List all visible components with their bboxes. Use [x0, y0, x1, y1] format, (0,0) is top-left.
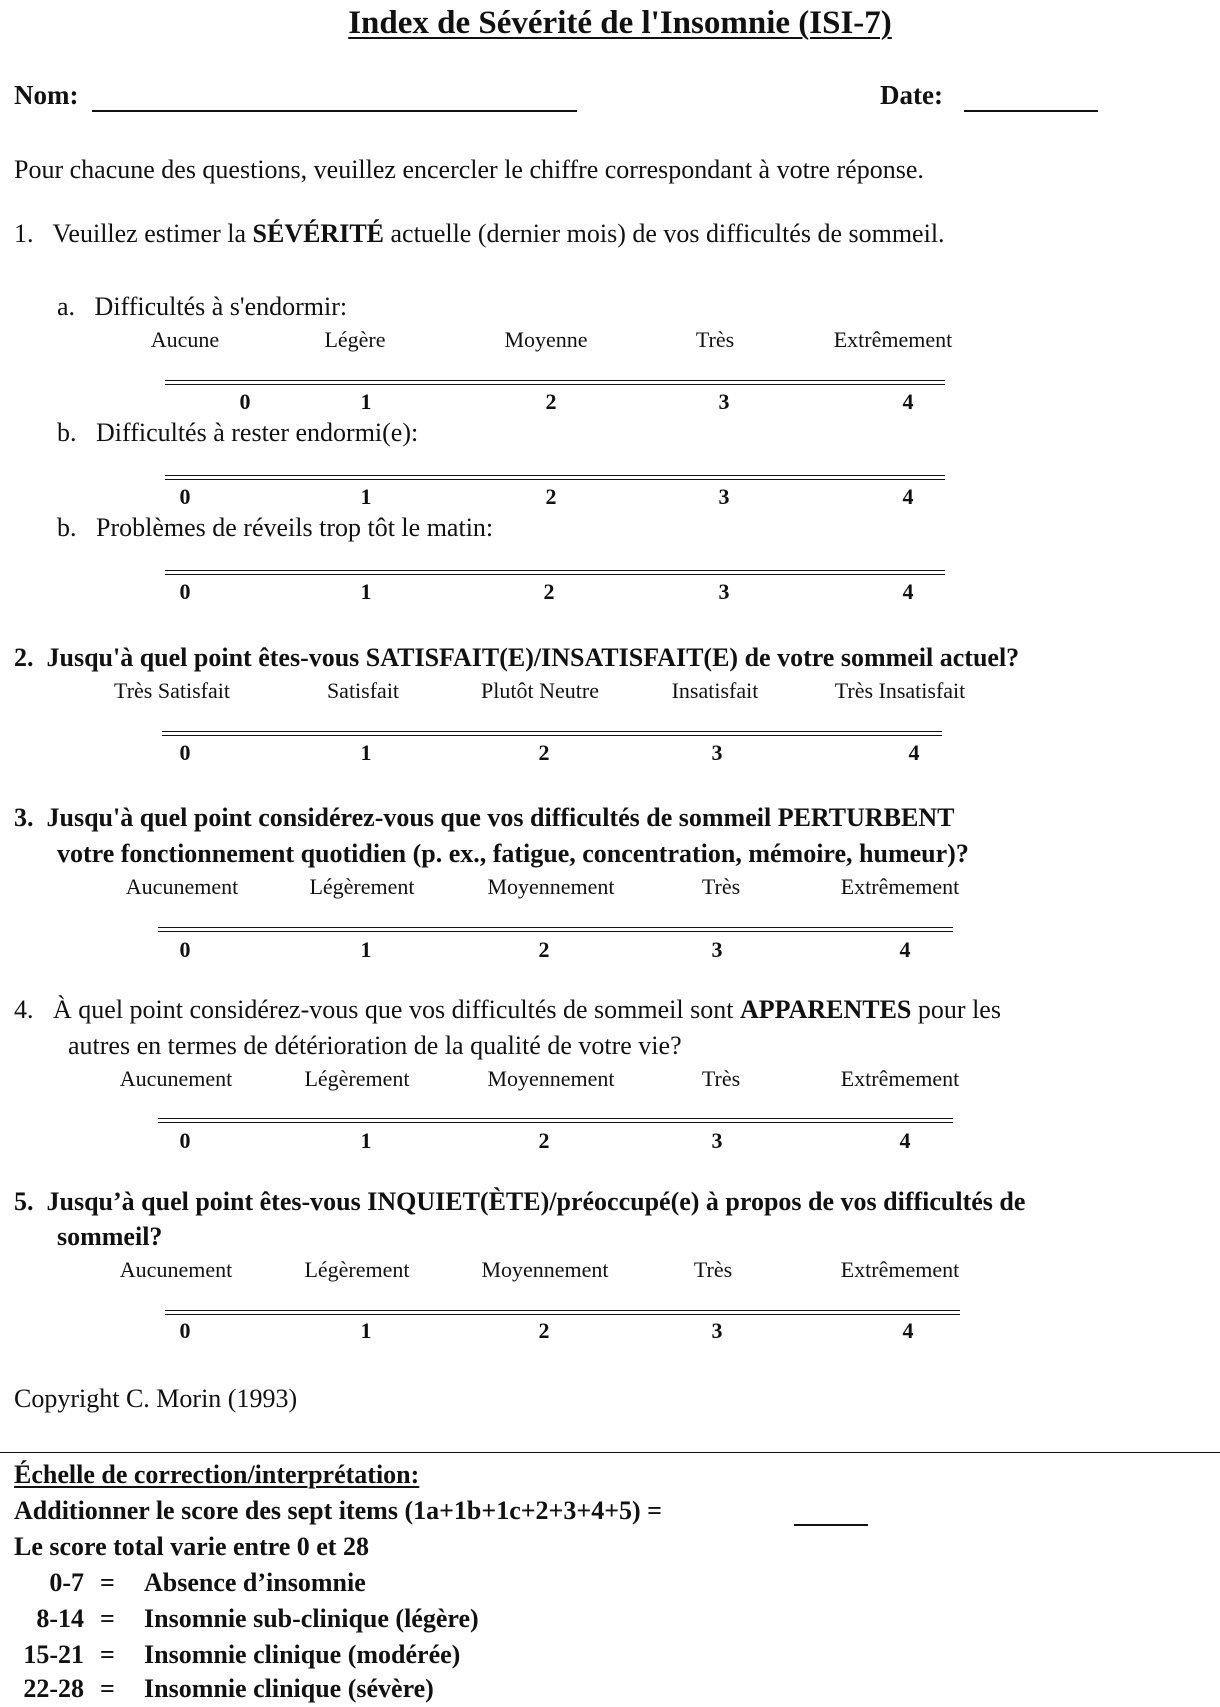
scoring-sum-line: Additionner le score des sept items (1a+1b+1c+2+3+4+5) = — [14, 1496, 662, 1525]
answer-option-3[interactable]: 3 — [718, 484, 730, 509]
answer-option-2[interactable]: 2 — [538, 1128, 550, 1153]
answer-option-2[interactable]: 2 — [545, 484, 557, 509]
score-total-field[interactable] — [794, 1524, 868, 1526]
answer-option-0[interactable]: 0 — [179, 1318, 191, 1343]
answer-label: Aucunement — [125, 874, 239, 899]
page-title: Index de Sévérité de l'Insomnie (ISI-7) — [348, 5, 892, 41]
item-text: Problèmes de réveils trop tôt le matin: — [96, 513, 494, 542]
scale-line — [165, 1310, 960, 1315]
answer-label: Très — [695, 327, 735, 352]
answer-option-1[interactable]: 1 — [360, 579, 372, 604]
question-number: 2. — [14, 643, 34, 672]
answer-option-1[interactable]: 1 — [360, 937, 372, 962]
item-1b — [57, 418, 418, 448]
answer-option-4[interactable]: 4 — [902, 1318, 914, 1343]
question-text: Jusqu’à quel point êtes-vous INQUIET(ÈTE)/préoccupé(e) à propos de vos difficultés de — [46, 1187, 1026, 1216]
question-5-line-2: sommeil? — [57, 1222, 163, 1251]
answer-option-2[interactable]: 2 — [538, 740, 550, 765]
answer-option-1[interactable]: 1 — [360, 1128, 372, 1153]
answer-label: Moyennement — [487, 874, 615, 899]
answer-label: Très — [701, 874, 741, 899]
name-label: Nom: — [14, 80, 79, 110]
question-5-line-1 — [14, 1187, 1025, 1217]
answer-label: Moyennement — [487, 1066, 615, 1091]
answer-option-3[interactable]: 3 — [718, 579, 730, 604]
question-4-line-1 — [14, 995, 1001, 1025]
answer-label: Légèrement — [304, 1257, 410, 1282]
question-1 — [14, 219, 945, 249]
interpretation-label: Insomnie sub-clinique (légère) — [144, 1604, 479, 1633]
answer-option-0[interactable]: 0 — [179, 740, 191, 765]
answer-option-0[interactable]: 0 — [179, 1128, 191, 1153]
equals-sign: = — [100, 1640, 115, 1669]
answer-label: Légèrement — [304, 1066, 410, 1091]
answer-option-1[interactable]: 1 — [360, 389, 372, 414]
question-2 — [14, 643, 1019, 673]
scale-line — [165, 380, 945, 385]
answer-option-0[interactable]: 0 — [239, 389, 251, 414]
answer-option-1[interactable]: 1 — [360, 740, 372, 765]
scale-line — [162, 731, 942, 736]
score-range: 22-28 — [23, 1674, 84, 1703]
equals-sign: = — [100, 1604, 115, 1633]
answer-option-4[interactable]: 4 — [908, 740, 920, 765]
question-emphasis: APPARENTES — [739, 995, 912, 1024]
question-number: 3. — [14, 803, 34, 832]
question-text: Jusqu'à quel point êtes-vous SATISFAIT(E)/INSATISFAIT(E) de votre sommeil actuel? — [46, 643, 1020, 672]
score-range: 15-21 — [23, 1640, 84, 1669]
answer-option-4[interactable]: 4 — [902, 484, 914, 509]
date-field[interactable] — [964, 110, 1098, 112]
answer-option-4[interactable]: 4 — [902, 389, 914, 414]
interpretation-label: Absence d’insomnie — [144, 1568, 366, 1597]
score-range: 0-7 — [49, 1568, 84, 1597]
instructions: Pour chacune des questions, veuillez encercler le chiffre correspondant à votre réponse. — [14, 155, 924, 184]
item-letter: a. — [57, 292, 76, 321]
score-range: 8-14 — [36, 1604, 84, 1633]
date-label: Date: — [880, 80, 943, 110]
question-text: pour les — [917, 995, 1001, 1024]
copyright: Copyright C. Morin (1993) — [14, 1384, 298, 1413]
answer-label: Très — [701, 1066, 741, 1091]
answer-option-1[interactable]: 1 — [360, 1318, 372, 1343]
answer-label: Moyenne — [504, 327, 588, 352]
section-divider — [0, 1452, 1220, 1453]
answer-option-1[interactable]: 1 — [360, 484, 372, 509]
question-number: 5. — [14, 1187, 34, 1216]
name-field[interactable] — [92, 110, 577, 112]
answer-label: Extrêmement — [833, 327, 953, 352]
answer-label: Satisfait — [326, 678, 400, 703]
answer-option-2[interactable]: 2 — [538, 937, 550, 962]
answer-option-2[interactable]: 2 — [538, 1318, 550, 1343]
scale-line — [158, 1118, 953, 1123]
answer-option-2[interactable]: 2 — [545, 389, 557, 414]
answer-option-4[interactable]: 4 — [899, 937, 911, 962]
item-letter: b. — [57, 513, 77, 542]
scale-line — [158, 927, 953, 932]
answer-option-0[interactable]: 0 — [179, 484, 191, 509]
answer-option-3[interactable]: 3 — [711, 937, 723, 962]
answer-label: Légère — [324, 327, 386, 352]
answer-label: Très Insatisfait — [834, 678, 966, 703]
answer-option-2[interactable]: 2 — [543, 579, 555, 604]
equals-sign: = — [100, 1568, 115, 1597]
scoring-range-line: Le score total varie entre 0 et 28 — [14, 1532, 369, 1561]
answer-label: Aucunement — [119, 1257, 233, 1282]
answer-label: Moyennement — [481, 1257, 609, 1282]
item-letter: b. — [57, 418, 77, 447]
answer-label: Extrêmement — [840, 1257, 960, 1282]
answer-label: Extrêmement — [840, 1066, 960, 1091]
answer-label: Très — [693, 1257, 733, 1282]
question-text: À quel point considérez-vous que vos difficultés de sommeil sont — [53, 995, 734, 1024]
answer-label: Légèrement — [309, 874, 415, 899]
scoring-heading-text: Échelle de correction/interprétation: — [14, 1460, 420, 1489]
answer-option-4[interactable]: 4 — [902, 579, 914, 604]
question-number: 4. — [14, 995, 34, 1024]
answer-label: Insatisfait — [671, 678, 759, 703]
equals-sign: = — [100, 1674, 115, 1703]
answer-option-3[interactable]: 3 — [718, 389, 730, 414]
interpretation-label: Insomnie clinique (modérée) — [144, 1640, 461, 1669]
answer-option-3[interactable]: 3 — [711, 1128, 723, 1153]
answer-option-3[interactable]: 3 — [711, 1318, 723, 1343]
item-text: Difficultés à s'endormir: — [94, 292, 348, 321]
answer-option-4[interactable]: 4 — [899, 1128, 911, 1153]
item-1a — [57, 292, 347, 322]
answer-option-0[interactable]: 0 — [179, 937, 191, 962]
question-text: actuelle (dernier mois) de vos difficultés de sommeil. — [390, 219, 945, 248]
answer-label: Extrêmement — [840, 874, 960, 899]
item-1c — [57, 513, 493, 543]
answer-option-0[interactable]: 0 — [179, 579, 191, 604]
interpretation-label: Insomnie clinique (sévère) — [144, 1674, 434, 1703]
scale-line — [165, 475, 945, 480]
answer-label: Aucunement — [119, 1066, 233, 1091]
question-4-line-2: autres en termes de détérioration de la qualité de votre vie? — [68, 1031, 682, 1060]
question-3-line-2: votre fonctionnement quotidien (p. ex., fatigue, concentration, mémoire, humeur)? — [57, 839, 969, 868]
item-text: Difficultés à rester endormi(e): — [96, 418, 419, 447]
answer-label: Plutôt Neutre — [481, 678, 599, 703]
question-text: Jusqu'à quel point considérez-vous que vos difficultés de sommeil PERTURBENT — [46, 803, 955, 832]
question-text: Veuillez estimer la — [52, 219, 247, 248]
answer-label: Très Satisfait — [114, 678, 230, 703]
answer-label: Aucune — [150, 327, 220, 352]
question-3-line-1 — [14, 803, 954, 833]
question-emphasis: SÉVÉRITÉ — [252, 219, 385, 248]
scale-line — [165, 570, 945, 575]
scoring-heading — [14, 1460, 419, 1490]
question-number: 1. — [14, 219, 34, 248]
answer-option-3[interactable]: 3 — [711, 740, 723, 765]
